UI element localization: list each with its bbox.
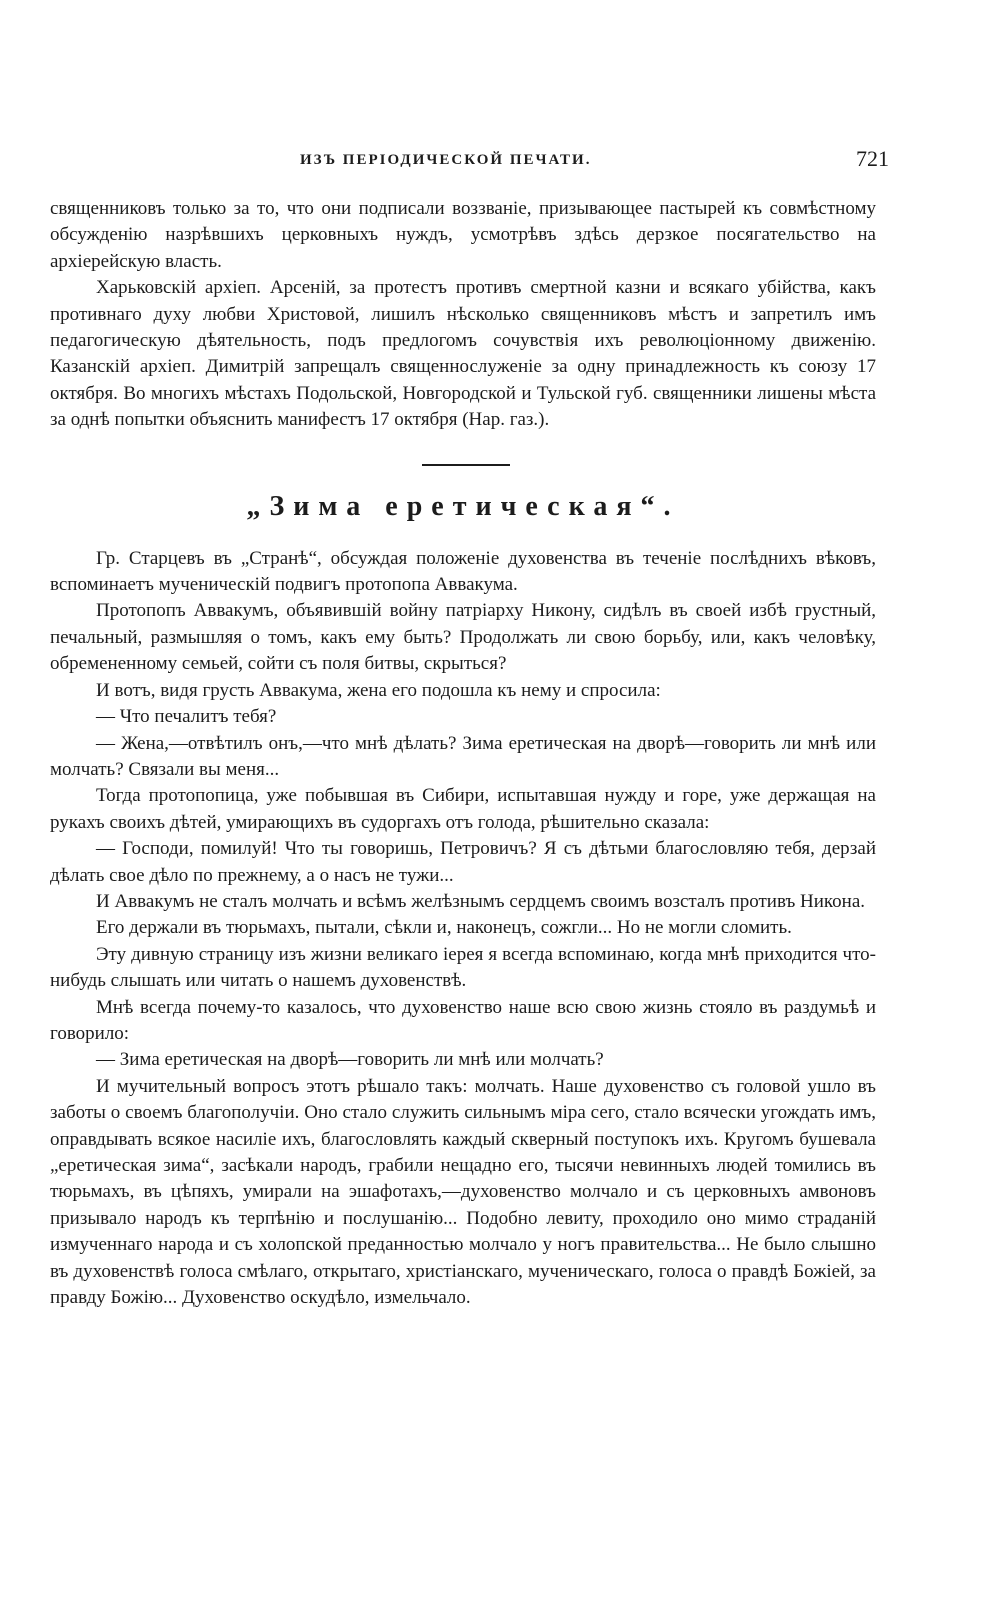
body-text	[50, 196, 876, 1311]
page-number: 721	[856, 146, 889, 171]
paragraph: Мнѣ всегда почему-то казалось, что духовенство наше всю свою жизнь стояло въ раздумьѣ и говорило:	[50, 996, 876, 1044]
running-head: ИЗЪ ПЕРІОДИЧЕСКОЙ ПЕЧАТИ.	[300, 152, 592, 168]
section-divider	[422, 464, 510, 466]
paragraph: И мучительный вопросъ этотъ рѣшало такъ: молчать. Наше духовенство съ головой ушло въ заботы о своемъ благополучіи. Оно стало служить сильнымъ міра сего, стало всячески угождать имъ, оправдывать всякое насиліе ихъ, благословлять каждый скверный поступокъ ихъ. Кругомъ бушевала „еретическая зима“, засѣкали народъ, грабили нещадно его, тысячи невинныхъ людей томились въ тюрьмахъ, въ цѣпяхъ, умирали на эшафотахъ,—духовенство молчало и съ церковныхъ амвоновъ призывало народъ къ терпѣнію и послушанію... Подобно левиту, проходило оно мимо страданій измученнаго народа и съ холопской преданностью молчало у ногъ правительства... Не было слышно въ духовенствѣ голоса смѣлаго, открытаго, христіанскаго, мученическаго, голоса о правдѣ Божіей, за правду Божію... Духовенство оскудѣло, измельчало.	[50, 1075, 876, 1309]
paragraph: И вотъ, видя грусть Аввакума, жена его подошла къ нему и спросила:	[96, 679, 661, 701]
paragraph: Его держали въ тюрьмахъ, пытали, сѣкли и, наконецъ, сожгли... Но не могли сломить.	[96, 917, 792, 939]
section-title: „Зима еретическая“.	[246, 490, 680, 522]
quote-line: — Зима еретическая на дворѣ—говорить ли мнѣ или молчать?	[96, 1049, 604, 1071]
dialogue-line: — Господи, помилуй! Что ты говоришь, Петровичъ? Я съ дѣтьми благословляю тебя, дерзай дѣлать свое дѣло по прежнему, а о насъ не тужи...	[50, 838, 876, 886]
dialogue-line: — Жена,—отвѣтилъ онъ,—что мнѣ дѣлать? Зима еретическая на дворѣ—говорить ли мнѣ или молчать? Связали вы меня...	[50, 732, 876, 780]
paragraph: И Аввакумъ не сталъ молчать и всѣмъ желѣзнымъ сердцемъ своимъ возсталъ противъ Никона.	[96, 890, 866, 912]
intro-paragraph: Харьковскій архіеп. Арсеній, за протестъ противъ смертной казни и всякаго убійства, какъ противнаго духу любви Христовой, лишилъ нѣсколько священниковъ мѣстъ и запретилъ имъ педагогическую дѣятельность, подъ предлогомъ сочувствія ихъ революціонному движенію. Казанскій архіеп. Димитрій запрещалъ священнослуженіе за одну принадлежность къ союзу 17 октября. Во многихъ мѣстахъ Подольской, Новгородской и Тульской губ. священники лишены мѣста за однѣ попытки объяснить манифестъ 17 октября (Нар. газ.).	[50, 277, 876, 431]
paragraph: Эту дивную страницу изъ жизни великаго іерея я всегда вспоминаю, когда мнѣ приходится что-нибудь слышать или читать о нашемъ духовенствѣ.	[50, 943, 876, 992]
dialogue-line: — Что печалитъ тебя?	[96, 706, 277, 728]
paragraph: Тогда протопопица, уже побывшая въ Сибири, испытавшая нужду и горе, уже держащая на рукахъ своихъ дѣтей, умирающихъ въ судоргахъ отъ голода, рѣшительно сказала:	[50, 785, 876, 833]
intro-paragraph-continued: священниковъ только за то, что они подписали воззваніе, призывающее пастырей къ совмѣстному обсужденію назрѣвшихъ церковныхъ нуждъ, усмотрѣвъ здѣсь дерзкое посягательство на архіерейскую власть.	[50, 198, 876, 272]
paragraph: Гр. Старцевъ въ „Странѣ“, обсуждая положеніе духовенства въ теченіе послѣднихъ вѣковъ, вспоминаетъ мученическій подвигъ протопопа Аввакума.	[50, 547, 876, 596]
paragraph: Протопопъ Аввакумъ, объявившій войну патріарху Никону, сидѣлъ въ своей избѣ грустный, печальный, размышляя о томъ, какъ ему быть? Продолжать ли свою борьбу, или, какъ человѣку, обремененному семьей, сойти съ поля битвы, скрыться?	[50, 600, 876, 675]
